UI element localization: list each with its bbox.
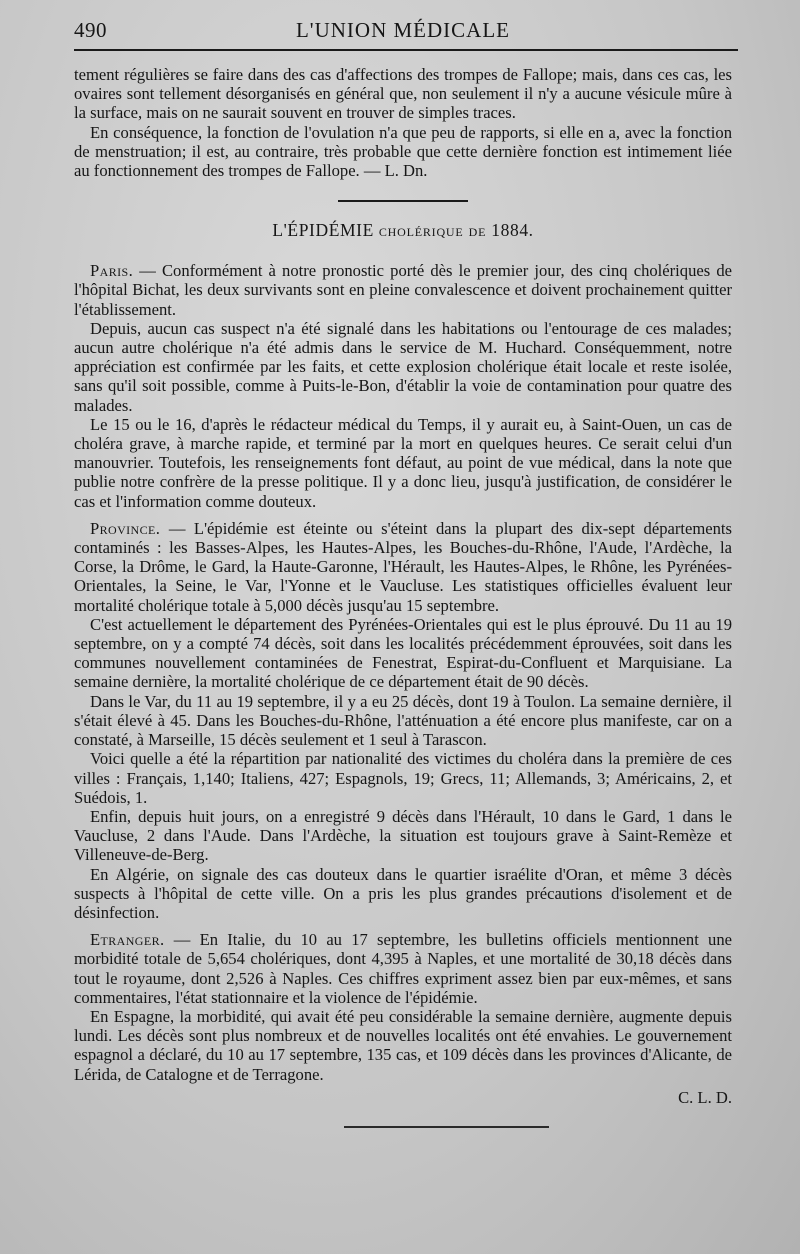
- province-text-1: — L'épidémie est éteinte ou s'éteint dans la plupart des dix-sept départements contaminés : les Basses-Alpes, les Hautes-Alpes, les Bouches-du-Rhône, l'Aude, l'Ardèche, la Corse, la Drôme, le Gard, la Haute-Garonne, l'Hérault, les Hautes-Alpes, le Rhône, les Pyrénées-Orientales, la Seine, le Var, l'Yonne et le Vaucluse. Les statistiques officielles évaluent leur mortalité cholérique totale à 5,000 décès jusqu'au 15 septembre.: [74, 518, 732, 615]
- article-title: [74, 220, 732, 241]
- article-title-middle: cholérique de: [378, 220, 487, 241]
- etranger-lead: Etranger.: [90, 930, 165, 950]
- page-number: 490: [74, 18, 107, 42]
- etranger-text-1: — En Italie, du 10 au 17 septembre, les bulletins officiels mentionnent une morbidité totale de 5,654 cholériques, dont 4,395 à Naples, et une mortalité de 30,18 décès dans tout le royaume, dont 2,526 à Naples. Ces chiffres expriment assez bien par eux-mêmes, et sans commentaires, l'état stationnaire et la violence de l'épidémie.: [74, 930, 732, 1007]
- carryover-paragraph-2: En conséquence, la fonction de l'ovulation n'a que peu de rapports, si elle en a, avec la fonction de menstruation; il est, au contraire, très probable que cette dernière fonction est intimement liée au fonctionnement des trompes de Fallope. — L. Dn.: [74, 122, 732, 181]
- province-paragraph-2: C'est actuellement le département des Pyrénées-Orientales qui est le plus éprouvé. Du 11 au 19 septembre, on y a compté 74 décès, soit dans les localités précédemment éprouvées, soit dans les communes nouvellement contaminées de Fenestrat, Espirat-du-Confluent et Marquisiane. La semaine dernière, la mortalité cholérique de ce département était de 90 décès.: [74, 614, 732, 692]
- paris-paragraph-2: Depuis, aucun cas suspect n'a été signalé dans les habitations ou l'entourage de ces malades; aucun autre cholérique n'a été admis dans le service de M. Huchard. Conséquemment, notre appréciation est confirmée par les faits, et cette explosion cholérique était locale et reste isolée, sans qu'il soit possible, comme à Puits-le-Bon, d'établir la voie de contamination pour quatre des malades.: [74, 318, 732, 415]
- journal-title: L'UNION MÉDICALE: [295, 18, 510, 42]
- signature: C. L. D.: [678, 1087, 732, 1107]
- province-paragraph-5: Enfin, depuis huit jours, on a enregistré 9 décès dans l'Hérault, 10 dans le Gard, 1 dans le Vaucluse, 2 dans l'Aude. Dans l'Ardèche, la situation est toujours grave à Saint-Remèze et Villeneuve-de-Berg.: [74, 806, 732, 865]
- etranger-paragraph-1: [74, 930, 732, 1007]
- section-divider: [338, 200, 468, 202]
- paris-paragraph-3: Le 15 ou le 16, d'après le rédacteur médical du Temps, il y aurait eu, à Saint-Ouen, un cas de choléra grave, à marche rapide, et terminé par la mort en quelques heures. Ce serait celui d'un manouvrier. Toutefois, les renseignements font défaut, au point de vue médical, dans la note que publie notre confrère de la presse politique. Il y a donc lieu, jusqu'à justification, de considérer le cas et l'information comme douteux.: [74, 414, 732, 511]
- paris-lead: Paris.: [90, 261, 134, 281]
- end-rule: [344, 1126, 549, 1128]
- running-header: [74, 18, 732, 49]
- province-paragraph-3: Dans le Var, du 11 au 19 septembre, il y a eu 25 décès, dont 19 à Toulon. La semaine dernière, il s'était élevé à 45. Dans les Bouches-du-Rhône, l'atténuation a été encore plus manifeste, car on a constaté, à Marseille, 15 décès seulement et 1 seul à Tarascon.: [74, 691, 732, 750]
- paris-paragraph-1: [74, 261, 732, 319]
- article-title-prefix: L'ÉPIDÉMIE: [272, 220, 374, 241]
- province-lead: Province.: [90, 518, 161, 538]
- province-paragraph-6: En Algérie, on signale des cas douteux dans le quartier israélite d'Oran, et même 3 décès suspects à l'hôpital de cette ville. On a pris les plus grandes précautions d'isolement et de désinfection.: [74, 864, 732, 922]
- province-paragraph-1: [74, 519, 732, 615]
- article-title-year: 1884.: [491, 220, 534, 241]
- carryover-paragraph-1: tement régulières se faire dans des cas d'affections des trompes de Fallope; mais, dans ces cas, les ovaires sont tellement désorganisés en général que, non seulement il n'y a aucune vésicule mûre à la surface, mais on ne saurait souvent en trouver de simples traces.: [74, 65, 732, 123]
- paris-text-1: — Conformément à notre pronostic porté dès le premier jour, des cinq cholériques de l'hôpital Bichat, les deux survivants sont en pleine convalescence et doivent prochainement quitter l'établissement.: [74, 261, 732, 319]
- province-paragraph-4: Voici quelle a été la répartition par nationalité des victimes du choléra dans la première de ces villes : Français, 1,140; Italiens, 427; Espagnols, 19; Grecs, 11; Allemands, 3; Américains, 2, et Suédois, 1.: [74, 749, 732, 807]
- header-rule: [74, 49, 738, 51]
- etranger-paragraph-2: En Espagne, la morbidité, qui avait été peu considérable la semaine dernière, augmente depuis lundi. Les décès sont plus nombreux et de nouvelles localités ont été envahies. Le gouvernement espagnol a déclaré, du 10 au 17 septembre, 135 cas, et 109 décès dans les provinces d'Alicante, de Lérida, de Catalogne et de Terragone.: [74, 1006, 732, 1084]
